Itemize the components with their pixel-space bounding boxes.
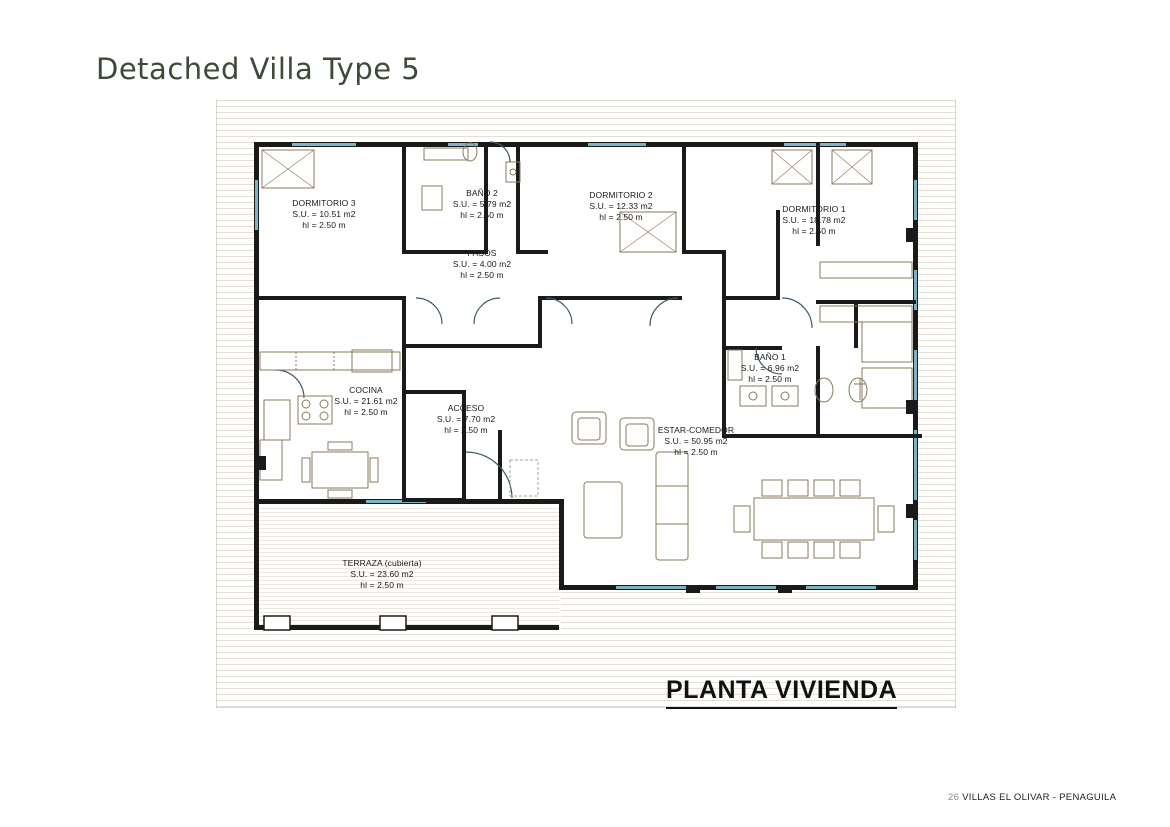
room-area: S.U. = 5.79 m2 [452,199,512,209]
footer [948,792,1116,803]
room-area: S.U. = 6.96 m2 [740,363,800,373]
room-height: hl = 2.50 m [460,270,504,280]
floorplan-svg [216,100,956,708]
room-height: hl = 2.50 m [460,210,504,220]
room-label-estar-comedor [658,425,734,458]
room-name: ACCESO [447,403,485,413]
room-label-bano1 [741,352,799,385]
room-name: PASOS [467,248,497,258]
room-label-dormitorio3 [292,198,355,231]
room-area: S.U. = 50.95 m2 [664,436,728,446]
room-name: DORMITORIO 3 [292,198,356,208]
room-height: hl = 2.50 m [344,407,388,417]
room-name: DORMITORIO 1 [782,204,846,214]
room-area: S.U. = 21.61 m2 [334,396,398,406]
room-name: ESTAR-COMEDOR [657,425,735,435]
page-title: Detached Villa Type 5 [96,52,421,86]
room-label-acceso [437,403,495,436]
room-label-dormitorio2 [589,190,652,223]
footer-text: VILLAS EL OLIVAR - PENAGUILA [962,792,1117,803]
room-height: hl = 2.50 m [360,580,404,590]
room-label-cocina [334,385,397,418]
room-area: S.U. = 7.70 m2 [436,414,496,424]
room-area: S.U. = 18.78 m2 [782,215,846,225]
room-area: S.U. = 4.00 m2 [452,259,512,269]
room-height: hl = 2.50 m [444,425,488,435]
room-name: BAÑO 1 [754,352,786,362]
room-name: BAÑO 2 [466,188,498,198]
room-area: S.U. = 12.33 m2 [589,201,653,211]
room-area: S.U. = 23.60 m2 [350,569,414,579]
room-label-pasos [453,248,511,281]
room-height: hl = 2.50 m [599,212,643,222]
room-label-dormitorio1 [782,204,845,237]
room-name: DORMITORIO 2 [589,190,653,200]
room-height: hl = 2.50 m [748,374,792,384]
plan-caption: PLANTA VIVIENDA [666,676,897,709]
room-label-terraza [342,558,421,591]
page-number: 26 [948,792,960,803]
room-label-bano2 [453,188,511,221]
room-height: hl = 2.50 m [674,447,718,457]
floorplan-drawing [216,100,956,708]
room-height: hl = 2.50 m [302,220,346,230]
room-height: hl = 2.50 m [792,226,836,236]
room-name: COCINA [349,385,383,395]
room-area: S.U. = 10.51 m2 [292,209,356,219]
room-name: TERRAZA (cubierta) [342,558,422,568]
